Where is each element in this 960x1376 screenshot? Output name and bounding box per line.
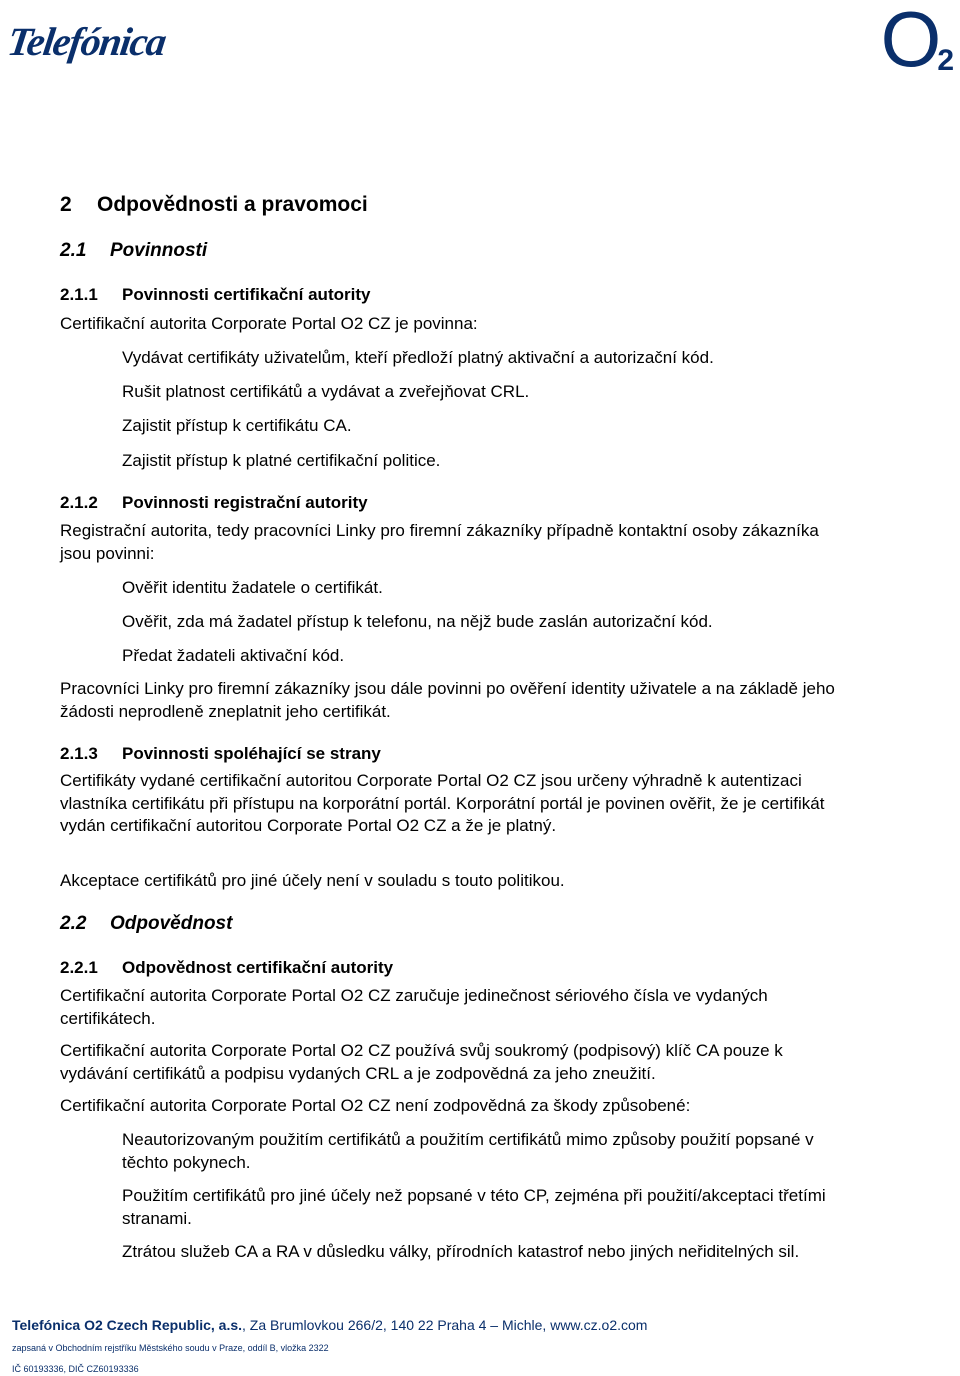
section-heading (60, 192, 368, 218)
paragraph-2-1-2-outro: Pracovníci Linky pro firemní zákazníky jsou dále povinni po ověření identity uživatele a na základě jeho žádosti neprodleně zneplatnit jeho certifikát. (60, 679, 835, 721)
heading-number: 2.1.1 (60, 285, 98, 304)
list-item: Ověřit, zda má žadatel přístup k telefonu, na nějž bude zaslán autorizační kód. (122, 612, 713, 631)
subsection-title: Odpovědnost (110, 913, 233, 934)
paragraph-2-2-1-2: Certifikační autorita Corporate Portal O2 CZ používá svůj soukromý (podpisový) klíč CA pouze k vydávání certifikátů a podpisu vydaných CRL a je zodpovědná za jeho zneužití. (60, 1041, 783, 1083)
paragraph-2-1-2-intro: Registrační autorita, tedy pracovníci Linky pro firemní zákazníky případně kontaktní osoby zákazníka jsou povinni: (60, 521, 819, 563)
subsection-heading-2-2 (60, 912, 232, 936)
section-title: Odpovědnosti a pravomoci (97, 193, 368, 216)
paragraph-2-1-1-intro: Certifikační autorita Corporate Portal O2 CZ je povinna: (60, 314, 478, 333)
list-item: Neautorizovaným použitím certifikátů a použitím certifikátů mimo způsoby použití popsané v těchto pokynech. (122, 1130, 814, 1172)
footer-ids: IČ 60193336, DIČ CZ60193336 (12, 1364, 139, 1374)
list-item: Předat žadateli aktivační kód. (122, 646, 345, 665)
o2-logo-two: 2 (937, 44, 954, 77)
footer-address: , Za Brumlovkou 266/2, 140 22 Praha 4 – Michle, www.cz.o2.com (242, 1317, 648, 1333)
paragraph-2-1-3-1: Certifikáty vydané certifikační autoritou Corporate Portal O2 CZ jsou určeny výhradně k autentizaci vlastníka certifikátu při přístupu na korporátní portál. Korporátní portál je povinen ověřit, že je certifikát vydán certifikační autoritou Corporate Portal O2 CZ a že je platný. (60, 771, 825, 835)
list-item: Zajistit přístup k certifikátu CA. (122, 416, 352, 435)
list-item: Ověřit identitu žadatele o certifikát. (122, 578, 383, 597)
footer-company-line (12, 1316, 647, 1334)
list-item: Vydávat certifikáty uživatelům, kteří předloží platný aktivační a autorizační kód. (122, 348, 714, 367)
list-item: Zajistit přístup k platné certifikační politice. (122, 451, 441, 470)
footer-registry: zapsaná v Obchodním rejstříku Městského soudu v Praze, oddíl B, vložka 2322 (12, 1343, 329, 1353)
subsection-heading-2-1 (60, 239, 207, 263)
heading-2-1-1 (60, 284, 370, 306)
o2-logo-o: O (880, 0, 940, 83)
heading-number: 2.2.1 (60, 958, 98, 977)
heading-2-1-3 (60, 743, 381, 765)
paragraph-2-2-1-3: Certifikační autorita Corporate Portal O2 CZ není zodpovědná za škody způsobené: (60, 1096, 691, 1115)
subsection-number: 2.2 (60, 913, 87, 934)
heading-title: Povinnosti registrační autority (122, 493, 368, 512)
heading-number: 2.1.2 (60, 493, 98, 512)
subsection-title: Povinnosti (110, 240, 208, 261)
heading-title: Povinnosti spoléhající se strany (122, 744, 381, 763)
paragraph-2-1-3-2: Akceptace certifikátů pro jiné účely není v souladu s touto politikou. (60, 871, 565, 890)
heading-number: 2.1.3 (60, 744, 98, 763)
list-item: Použitím certifikátů pro jiné účely než popsané v této CP, zejména při použití/akceptaci třetími stranami. (122, 1186, 826, 1228)
heading-2-2-1 (60, 957, 393, 979)
heading-title: Povinnosti certifikační autority (122, 285, 371, 304)
telefonica-logo: Telefónica (4, 19, 169, 64)
subsection-number: 2.1 (60, 240, 87, 261)
section-number: 2 (60, 193, 72, 216)
paragraph-2-2-1-1: Certifikační autorita Corporate Portal O2 CZ zaručuje jedinečnost sériového čísla ve vydaných certifikátech. (60, 986, 768, 1028)
heading-2-1-2 (60, 492, 368, 514)
footer-company-name: Telefónica O2 Czech Republic, a.s. (12, 1317, 243, 1333)
list-item: Ztrátou služeb CA a RA v důsledku války, přírodních katastrof nebo jiných neřiditelných sil. (122, 1242, 800, 1261)
o2-logo (880, 0, 956, 83)
heading-title: Odpovědnost certifikační autority (122, 958, 394, 977)
list-item: Rušit platnost certifikátů a vydávat a zveřejňovat CRL. (122, 382, 530, 401)
